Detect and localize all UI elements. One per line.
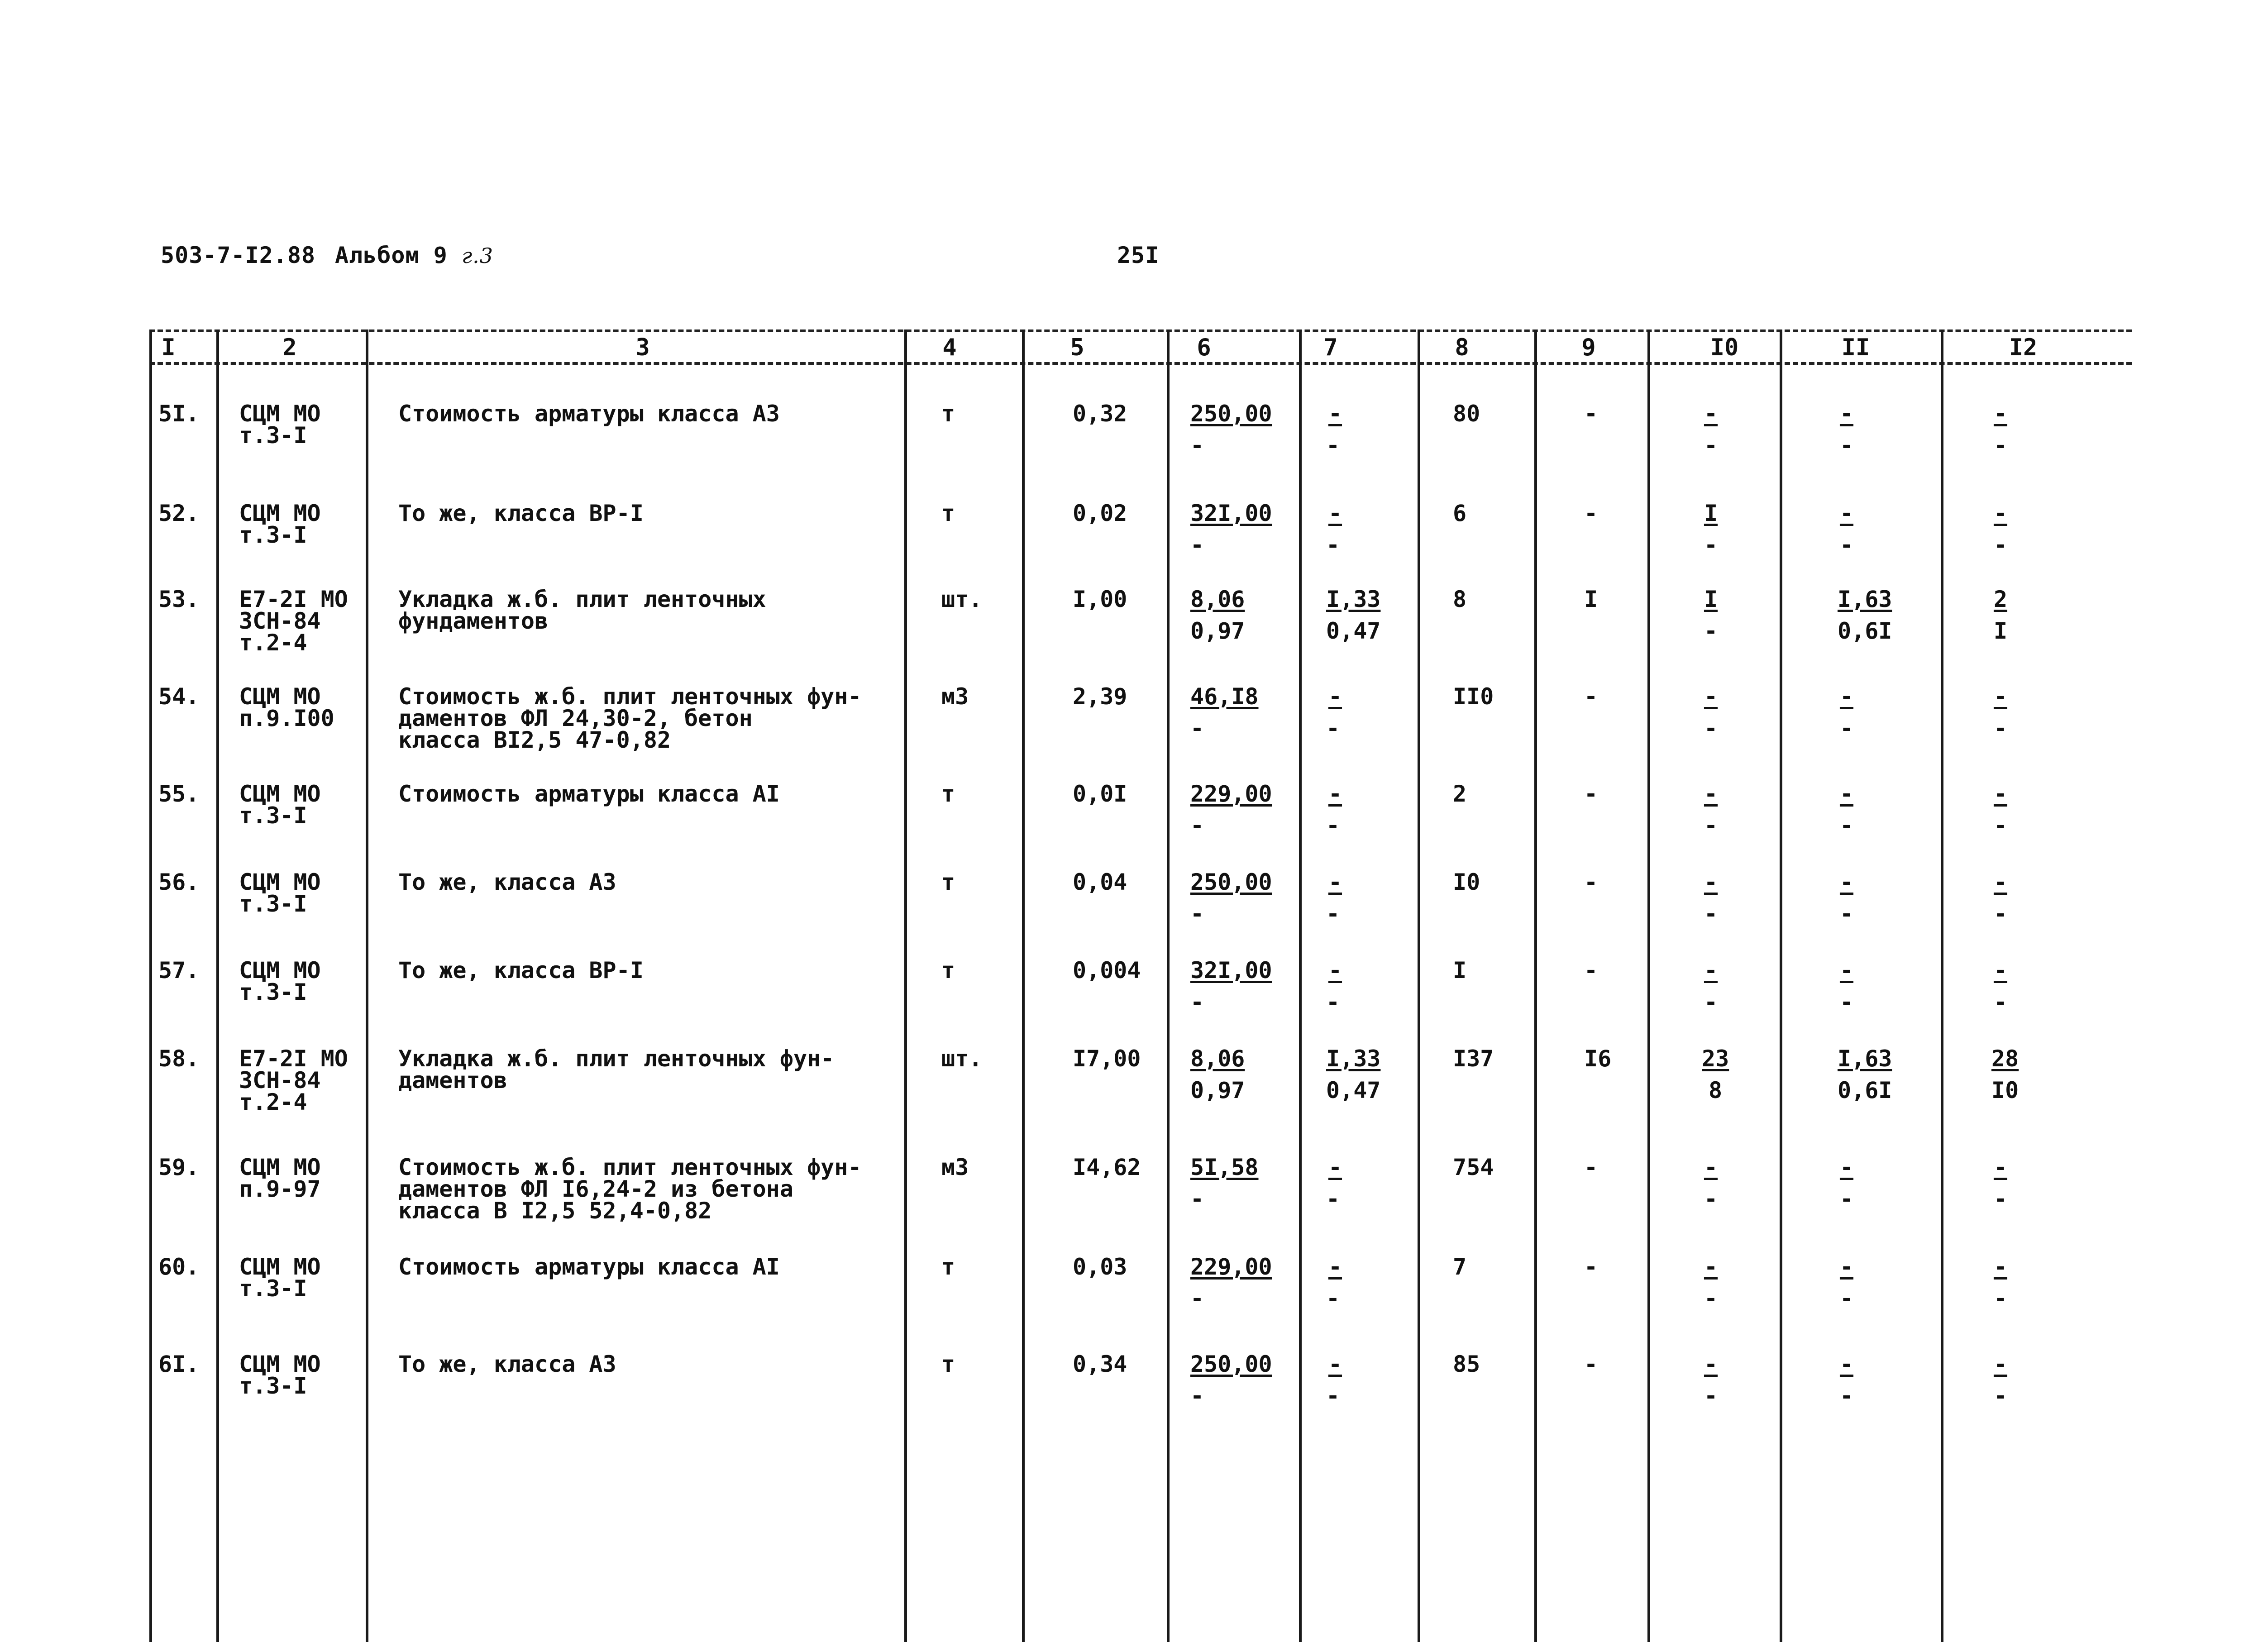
fraction-numerator: 250,00 [1190,1351,1272,1377]
total-wages: I6 [1584,1046,1612,1072]
fraction-numerator: 28 [1991,1046,2019,1072]
fraction-denominator: - [1839,532,1854,558]
row-number: 58. [158,1046,200,1072]
fraction-denominator: - [1993,532,2008,558]
total-cost: 85 [1453,1351,1480,1377]
labor-total [1991,683,2010,741]
labor-per-unit [1838,588,1892,642]
price-reference: СЦМ МО т.3-I [239,957,321,1005]
total-wages: - [1584,401,1598,427]
fraction-numerator: I,63 [1838,586,1892,612]
total-cost: 6 [1453,500,1467,526]
fraction-numerator: - [1704,683,1718,710]
fraction-numerator: I,63 [1838,1046,1892,1072]
total-cost: I0 [1453,869,1480,895]
labor-total [1991,1156,2010,1210]
fraction-numerator: I [1704,586,1718,612]
fraction-denominator: - [1993,715,2008,741]
price-reference: СЦМ МО т.3-I [239,1351,321,1399]
fraction-denominator: - [1993,1285,2008,1312]
row-number: 6I. [158,1351,200,1377]
price-reference: Е7-2I МО ЗСН-84 т.2-4 [239,1046,348,1115]
work-description: Укладка ж.б. плит ленточных фундаментов [398,586,766,634]
fraction-numerator: 46,I8 [1190,683,1259,710]
total-wages: - [1584,683,1598,710]
unit-cost [1190,1254,1272,1312]
total-cost: 2 [1453,781,1467,807]
fraction-denominator: I [1993,618,2008,644]
work-description: Стоимость ж.б. плит ленточных фун- даментов ФЛ 24,30-2, бетон класса ВI2,5 47-0,82 [398,683,862,753]
total-wages: - [1584,1351,1598,1377]
fraction-denominator: - [1839,1186,1854,1212]
fraction-denominator: - [1326,432,1340,458]
labor-total [1991,588,2010,642]
total-machines [1702,1254,1720,1312]
unit-cost [1190,683,1259,741]
album-name: Альбом 9 [335,242,448,268]
album-handwritten-note: г.3 [461,244,494,268]
column-rule [1299,329,1302,1642]
fraction-denominator: - [1190,901,1204,927]
fraction-denominator: - [1326,1186,1340,1212]
labor-per-unit [1838,781,1856,839]
fraction-denominator: - [1839,901,1854,927]
row-number: 59. [158,1154,200,1180]
quantity: 0,02 [1073,500,1127,526]
total-cost: 7 [1453,1254,1467,1280]
row-number: 57. [158,957,200,984]
fraction-numerator: - [1328,1154,1342,1180]
table-row [0,1156,2263,1247]
fraction-numerator: - [1993,1154,2008,1180]
fraction-denominator: 0,97 [1190,618,1245,644]
labor-total [1991,1048,2019,1101]
fraction-denominator: - [1993,901,2008,927]
unit-cost [1190,588,1245,642]
price-reference: Е7-2I МО ЗСН-84 т.2-4 [239,586,348,656]
price-reference: СЦМ МО п.9.I00 [239,683,334,731]
fraction-denominator: 0,47 [1326,618,1381,644]
labor-total [1991,502,2010,556]
column-number: 3 [635,334,650,361]
column-number: 7 [1323,334,1338,361]
fraction-denominator: - [1190,1383,1204,1409]
fraction-numerator: - [1704,781,1718,807]
labor-per-unit [1838,1353,1856,1407]
header-bottom-rule [149,362,2132,365]
quantity: I7,00 [1073,1046,1141,1072]
quantity: 0,0I [1073,781,1127,807]
fraction-numerator: 23 [1702,1046,1729,1072]
fraction-numerator: - [1328,1351,1342,1377]
fraction-denominator: - [1704,989,1718,1015]
total-machines [1702,781,1720,839]
unit-cost [1190,957,1272,1015]
labor-per-unit [1838,502,1856,556]
price-reference: СЦМ МО т.3-I [239,401,321,449]
fraction-numerator: - [1704,1154,1718,1180]
table-row [0,403,2263,493]
total-cost: I [1453,957,1467,984]
column-rule [149,329,152,1642]
labor-total [1991,403,2010,456]
column-rule [1167,329,1170,1642]
fraction-numerator: 2 [1993,586,2008,612]
document-code: 503-7-I2.88 [161,242,316,268]
row-number: 54. [158,683,200,710]
row-number: 5I. [158,401,200,427]
fraction-denominator: - [1839,1285,1854,1312]
fraction-numerator: - [1993,1254,2008,1280]
fraction-denominator: - [1326,901,1340,927]
fraction-denominator: - [1190,715,1204,741]
fraction-denominator: - [1704,1186,1718,1212]
labor-per-unit [1838,403,1856,456]
labor-per-unit [1838,1254,1856,1312]
labor-total [1991,1353,2010,1407]
work-description: Укладка ж.б. плит ленточных фун- даментов [398,1046,835,1093]
column-number: 2 [282,334,297,361]
labor-per-unit [1838,1156,1856,1210]
fraction-denominator: - [1839,1383,1854,1409]
table-row [0,783,2263,874]
quantity: 0,34 [1073,1351,1127,1377]
fraction-denominator: 0,97 [1190,1077,1245,1103]
column-number: I0 [1710,334,1739,361]
fraction-numerator: - [1839,1254,1854,1280]
quantity: 2,39 [1073,683,1127,710]
price-reference: СЦМ МО т.3-I [239,1254,321,1302]
fraction-numerator: - [1328,781,1342,807]
work-description: То же, класса ВР-I [398,500,644,526]
column-rule [1780,329,1782,1642]
table-row [0,502,2263,593]
quantity: 0,03 [1073,1254,1127,1280]
unit-cost [1190,1156,1259,1210]
total-machines [1702,871,1720,925]
column-rule [366,329,368,1642]
fraction-denominator: - [1704,1383,1718,1409]
unit-cost-machines [1326,957,1344,1015]
row-number: 60. [158,1254,200,1280]
fraction-numerator: I [1704,500,1718,526]
total-machines [1702,1156,1720,1210]
work-description: Стоимость ж.б. плит ленточных фун- даментов ФЛ I6,24-2 из бетона класса В I2,5 52,4-0,82 [398,1154,862,1224]
fraction-denominator: 0,6I [1838,1077,1892,1103]
total-wages: - [1584,1254,1598,1280]
column-number: II [1841,334,1870,361]
fraction-numerator: - [1328,1254,1342,1280]
fraction-numerator: 8,06 [1190,586,1245,612]
fraction-numerator: - [1839,781,1854,807]
fraction-numerator: - [1993,957,2008,984]
total-wages: - [1584,781,1598,807]
unit: т [941,500,955,526]
column-rule [1418,329,1420,1642]
fraction-denominator: - [1704,618,1718,644]
total-machines [1702,683,1720,741]
total-machines [1702,957,1720,1015]
unit-cost-machines [1326,1353,1344,1407]
fraction-numerator: 5I,58 [1190,1154,1259,1180]
fraction-numerator: - [1839,500,1854,526]
fraction-numerator: - [1704,1254,1718,1280]
fraction-denominator: - [1993,432,2008,458]
fraction-numerator: - [1993,1351,2008,1377]
unit-cost [1190,1048,1245,1101]
labor-total [1991,871,2010,925]
price-reference: СЦМ МО т.3-I [239,869,321,917]
table-row [0,1256,2263,1346]
unit: шт. [941,586,983,612]
fraction-numerator: - [1328,401,1342,427]
fraction-denominator: - [1704,812,1718,839]
fraction-numerator: - [1704,401,1718,427]
fraction-numerator: - [1993,869,2008,895]
fraction-numerator: - [1993,500,2008,526]
fraction-numerator: - [1839,683,1854,710]
fraction-numerator: - [1993,683,2008,710]
fraction-denominator: - [1190,1285,1204,1312]
fraction-numerator: - [1328,500,1342,526]
total-wages: - [1584,869,1598,895]
fraction-numerator: - [1839,1154,1854,1180]
total-cost: 8 [1453,586,1467,612]
total-machines [1702,403,1720,456]
unit: м3 [941,1154,969,1180]
fraction-denominator: - [1190,1186,1204,1212]
fraction-numerator: 32I,00 [1190,957,1272,984]
fraction-numerator: - [1704,1351,1718,1377]
fraction-numerator: - [1839,1351,1854,1377]
unit: т [941,957,955,984]
work-description: Стоимость арматуры класса А3 [398,401,780,427]
unit-cost-machines [1326,683,1344,741]
total-cost: 754 [1453,1154,1494,1180]
fraction-numerator: - [1328,869,1342,895]
fraction-denominator: - [1839,715,1854,741]
labor-per-unit [1838,1048,1892,1101]
work-description: То же, класса А3 [398,1351,616,1377]
fraction-denominator: - [1190,812,1204,839]
total-wages: - [1584,1154,1598,1180]
unit-cost [1190,403,1272,456]
labor-total [1991,957,2010,1015]
work-description: Стоимость арматуры класса АI [398,1254,780,1280]
unit-cost [1190,871,1272,925]
total-machines [1702,502,1720,556]
unit: т [941,1254,955,1280]
fraction-denominator: - [1704,901,1718,927]
row-number: 56. [158,869,200,895]
fraction-numerator: I,33 [1326,586,1381,612]
unit: т [941,1351,955,1377]
fraction-denominator: - [1839,812,1854,839]
quantity: I,00 [1073,586,1127,612]
column-number: 5 [1070,334,1084,361]
fraction-denominator: - [1993,1383,2008,1409]
column-number: 6 [1197,334,1211,361]
fraction-numerator: 250,00 [1190,401,1272,427]
fraction-numerator: - [1704,957,1718,984]
column-number: 9 [1581,334,1596,361]
total-cost: II0 [1453,683,1494,710]
unit-cost-machines [1326,502,1344,556]
total-cost: 80 [1453,401,1480,427]
work-description: То же, класса А3 [398,869,616,895]
total-wages: - [1584,957,1598,984]
column-number: 8 [1455,334,1469,361]
column-rule [216,329,219,1642]
table-row [0,588,2263,679]
unit-cost-machines [1326,588,1380,642]
labor-total [1991,1254,2010,1312]
labor-per-unit [1838,871,1856,925]
total-machines [1702,588,1720,642]
total-machines [1702,1353,1720,1407]
fraction-denominator: - [1704,432,1718,458]
fraction-denominator: 8 [1709,1077,1723,1103]
page-number: 25I [1117,242,1160,268]
column-rule [1647,329,1650,1642]
fraction-denominator: - [1704,715,1718,741]
unit: т [941,401,955,427]
fraction-denominator: - [1326,1383,1340,1409]
unit: шт. [941,1046,983,1072]
table-row [0,1353,2263,1444]
row-number: 52. [158,500,200,526]
fraction-numerator: I,33 [1326,1046,1381,1072]
table-row [0,1048,2263,1138]
column-rule [1941,329,1943,1642]
fraction-denominator: - [1190,989,1204,1015]
fraction-numerator: 32I,00 [1190,500,1272,526]
total-wages: I [1584,586,1598,612]
column-number: 4 [942,334,957,361]
fraction-numerator: - [1704,869,1718,895]
unit-cost [1190,502,1272,556]
labor-per-unit [1838,683,1856,741]
fraction-denominator: - [1190,432,1204,458]
total-wages: - [1584,500,1598,526]
unit-cost-machines [1326,1254,1344,1312]
unit: т [941,781,955,807]
fraction-denominator: - [1326,989,1340,1015]
labor-per-unit [1838,957,1856,1015]
row-number: 55. [158,781,200,807]
fraction-numerator: - [1328,683,1342,710]
fraction-denominator: 0,6I [1838,618,1892,644]
fraction-denominator: 0,47 [1326,1077,1381,1103]
quantity: 0,004 [1073,957,1141,984]
fraction-denominator: - [1704,1285,1718,1312]
fraction-denominator: - [1326,1285,1340,1312]
price-reference: СЦМ МО п.9-97 [239,1154,321,1202]
column-rule [1534,329,1537,1642]
fraction-numerator: - [1839,401,1854,427]
total-machines [1702,1048,1729,1101]
labor-total [1991,781,2010,839]
fraction-denominator: I0 [1991,1077,2019,1103]
fraction-numerator: 8,06 [1190,1046,1245,1072]
fraction-numerator: 229,00 [1190,781,1272,807]
unit-cost-machines [1326,1048,1380,1101]
price-reference: СЦМ МО т.3-I [239,781,321,829]
column-number: I [161,334,176,361]
row-number: 53. [158,586,200,612]
work-description: То же, класса ВР-I [398,957,644,984]
quantity: 0,04 [1073,869,1127,895]
fraction-denominator: - [1190,532,1204,558]
table-row [0,683,2263,776]
fraction-numerator: - [1839,957,1854,984]
fraction-numerator: 229,00 [1190,1254,1272,1280]
quantity: 0,32 [1073,401,1127,427]
fraction-numerator: - [1328,957,1342,984]
unit: т [941,869,955,895]
work-description: Стоимость арматуры класса АI [398,781,780,807]
fraction-denominator: - [1993,812,2008,839]
unit: м3 [941,683,969,710]
total-cost: I37 [1453,1046,1494,1072]
fraction-denominator: - [1839,989,1854,1015]
unit-cost-machines [1326,871,1344,925]
fraction-denominator: - [1326,715,1340,741]
column-rule [1022,329,1025,1642]
fraction-denominator: - [1839,432,1854,458]
fraction-denominator: - [1326,812,1340,839]
fraction-denominator: - [1326,532,1340,558]
unit-cost [1190,781,1272,839]
fraction-numerator: 250,00 [1190,869,1272,895]
column-rule [904,329,907,1642]
unit-cost-machines [1326,403,1344,456]
unit-cost-machines [1326,1156,1344,1210]
table-row [0,871,2263,962]
quantity: I4,62 [1073,1154,1141,1180]
unit-cost-machines [1326,781,1344,839]
table-top-rule [149,329,2132,332]
unit-cost [1190,1353,1272,1407]
column-number: I2 [2009,334,2038,361]
fraction-numerator: - [1993,401,2008,427]
album-label [335,242,493,268]
table-row [0,957,2263,1050]
fraction-denominator: - [1993,989,2008,1015]
fraction-denominator: - [1993,1186,2008,1212]
fraction-numerator: - [1993,781,2008,807]
fraction-denominator: - [1704,532,1718,558]
fraction-numerator: - [1839,869,1854,895]
price-reference: СЦМ МО т.3-I [239,500,321,548]
